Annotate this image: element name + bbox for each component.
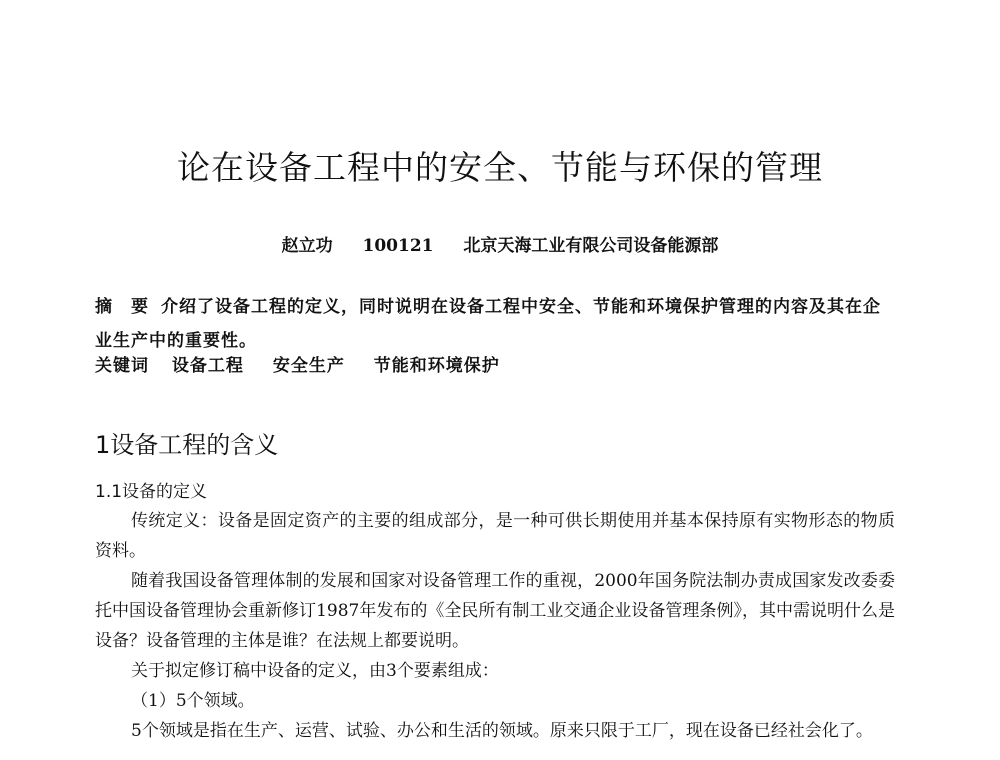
abstract: [95, 290, 895, 358]
body-paragraph: 传统定义：设备是固定资产的主要的组成部分，是一种可供长期使用并基本保持原有实物形态的物质资料。: [95, 511, 895, 561]
author-affiliation: 北京天海工业有限公司设备能源部: [463, 236, 719, 256]
abstract-text: 介绍了设备工程的定义，同时说明在设备工程中安全、节能和环境保护管理的内容及其在企业生产中的重要性。: [95, 297, 881, 351]
section-body: [95, 506, 895, 746]
abstract-label-char-2: 要: [131, 297, 149, 317]
keywords: [95, 351, 895, 376]
body-paragraph: 5个领域是指在生产、运营、试验、办公和生活的领域。原来只限于工厂，现在设备已经社会化了。: [131, 721, 873, 741]
subsection-heading: 1.1设备的定义: [95, 482, 208, 502]
keyword-item: 安全生产: [272, 356, 345, 376]
body-paragraph: 随着我国设备管理体制的发展和国家对设备管理工作的重视，2000年国务院法制办责成国家发改委委托中国设备管理协会重新修订1987年发布的《全民所有制工业交通企业设备管理条例》，其中需说明什么是设备？设备管理的主体是谁？在法规上都要说明。: [95, 571, 895, 651]
list-item: （1）5个领域。: [131, 691, 255, 711]
author-line: [0, 231, 1000, 256]
section-heading: 1设备工程的含义: [95, 431, 279, 459]
author-name: 赵立功: [281, 236, 333, 256]
body-paragraph: 关于拟定修订稿中设备的定义，由3个要素组成：: [131, 661, 499, 681]
keywords-label: 关键词: [95, 356, 149, 376]
abstract-label: [95, 297, 149, 317]
keyword-item: 节能和环境保护: [373, 356, 500, 376]
author-postal-code: 100121: [362, 236, 434, 256]
paper-title: 论在设备工程中的安全、节能与环保的管理: [177, 148, 823, 187]
abstract-label-char-1: 摘: [95, 297, 113, 317]
keyword-item: 设备工程: [171, 356, 244, 376]
